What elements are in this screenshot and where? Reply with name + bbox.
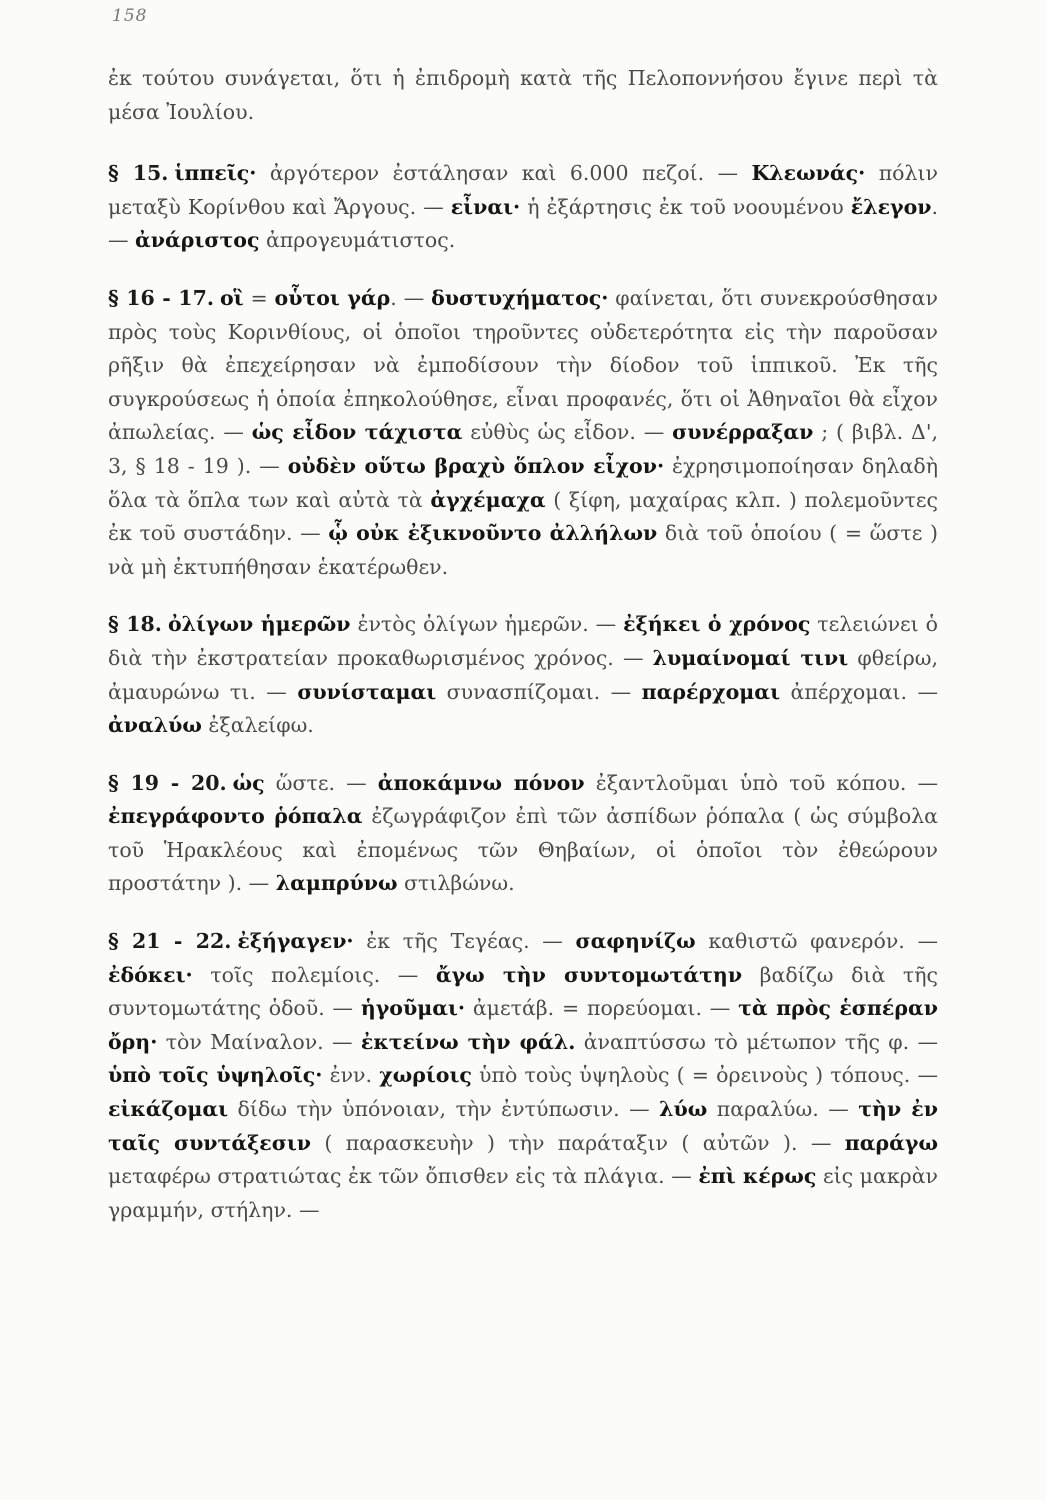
lemma-term: ὡς εἶδον τάχιστα <box>251 420 463 445</box>
gloss-text: ἐκ τῆς Τεγέας. — <box>353 929 576 954</box>
gloss-text: ἀμετάβ. = πορεύομαι. — <box>465 996 739 1021</box>
gloss-text: παραλύω. — <box>707 1097 859 1122</box>
commentary-paragraph <box>108 925 938 1227</box>
gloss-text: εὐθὺς ὡς εἶδον. — <box>462 420 673 445</box>
gloss-text: ( παρασκευὴν ) τὴν παράταξιν ( αὐτῶν ). — <box>310 1130 845 1155</box>
lemma-term: τὴν ἐν ταῖς συντάξεσιν <box>108 1097 938 1155</box>
section-number: § 21 - 22. <box>108 929 232 954</box>
lemma-term: ἐκτείνω τὴν φάλ. <box>360 1029 576 1054</box>
lemma-term: ἀνάριστος <box>135 228 260 253</box>
gloss-text: ἀπρογευμάτιστος. <box>259 228 456 253</box>
gloss-text: στιλβώνω. <box>397 871 515 896</box>
gloss-text: διὰ τοῦ ὁποίου ( = ὥστε ) νὰ μὴ ἐκτυπήθησαν ἑκατέρωθεν. <box>108 521 938 579</box>
lemma-term: τὰ πρὸς ἑσπέραν ὄρη· <box>108 996 939 1054</box>
lemma-term: ὑπὸ τοῖς ὑψηλοῖς· <box>108 1063 323 1088</box>
lemma-term: ἐπεγράφοντο ῥόπαλα <box>108 804 363 829</box>
lemma-term: χωρίοις <box>379 1063 472 1088</box>
lemma-term: ᾧ οὐκ ἐξικνοῦντο ἀλλήλων <box>328 521 658 546</box>
gloss-text: ἐζωγράφιζον ἐπὶ τῶν ἀσπίδων ῥόπαλα ( ὡς σύμβολα τοῦ Ἡρακλέους καὶ ἐπομένως τῶν Θηβαίων, οἱ ὁποῖοι τὸν ἐθεώρουν προστάτην ). — <box>108 804 939 896</box>
lemma-term: ὡς <box>232 770 265 795</box>
section-number: § 15. <box>108 161 169 186</box>
gloss-text: ἐκ τούτου συνάγεται, ὅτι ἡ ἐπιδρομὴ κατὰ τῆς Πελοποννήσου ἔγινε περὶ τὰ μέσα Ἰουλίου. <box>108 66 938 124</box>
gloss-text: ἀπέρχομαι. — <box>780 679 938 704</box>
gloss-text: . — <box>390 285 432 310</box>
commentary-paragraph <box>108 282 938 584</box>
lemma-term: ἀποκάμνω πόνον <box>377 770 585 795</box>
lemma-term: ἔλεγον <box>850 194 932 219</box>
commentary-paragraph <box>108 157 938 258</box>
gloss-text: μεταφέρω στρατιώτας ἐκ τῶν ὄπισθεν εἰς τὰ πλάγια. — <box>108 1164 699 1189</box>
lemma-term: λυμαίνομαί τινι <box>652 645 849 670</box>
lemma-term: Κλεωνάς· <box>751 161 866 186</box>
lemma-term: οἳ <box>219 285 244 310</box>
gloss-text: ἐνν. <box>322 1063 380 1088</box>
gloss-text: πόλιν μεταξὺ Κορίνθου καὶ Ἄργους. — <box>108 161 939 219</box>
lemma-term: παρέρχομαι <box>641 679 780 704</box>
gloss-text: ( ξίφη, μαχαίρας κλπ. ) πολεμοῦντες ἐκ τοῦ συστάδην. — <box>108 487 938 546</box>
gloss-text: ἐξαντλοῦμαι ὑπὸ τοῦ κόπου. — <box>584 770 938 795</box>
lemma-term: σαφηνίζω <box>575 929 696 954</box>
commentary-paragraph <box>108 767 938 901</box>
lemma-term: οὗτοι γάρ <box>274 285 391 310</box>
gloss-text: φθείρω, ἀμαυρώνω τι. — <box>108 645 939 704</box>
lemma-term: λαμπρύνω <box>275 871 398 896</box>
lemma-term: ἐξήκει ὁ χρόνος <box>623 612 811 637</box>
lemma-term: ἀγχέμαχα <box>430 487 546 512</box>
lemma-term: συνέρραξαν <box>672 420 814 445</box>
lemma-term: ὀλίγων ἡμερῶν <box>167 612 351 637</box>
page-number: 158 <box>112 6 148 26</box>
lemma-term: λύω <box>659 1097 708 1122</box>
gloss-text: ὥστε. — <box>264 770 378 795</box>
section-number: § 19 - 20. <box>108 770 227 795</box>
lemma-term: ἡγοῦμαι· <box>360 996 466 1021</box>
lemma-term: ἱππεῖς· <box>174 161 257 186</box>
gloss-text: ἀργότερον ἐστάλησαν καὶ 6.000 πεζοί. — <box>256 161 752 186</box>
gloss-text: . — <box>108 194 938 253</box>
gloss-text: ἀναπτύσσω τὸ μέτωπον τῆς φ. — <box>575 1029 938 1054</box>
gloss-text: ἐχρησιμοποίησαν δηλαδὴ ὅλα τὰ ὅπλα των καὶ αὐτὰ τὰ <box>108 453 938 512</box>
lemma-term: ἀναλύω <box>108 713 202 738</box>
lemma-term: δυστυχήματος· <box>431 285 609 310</box>
lemma-term: εἰκάζομαι <box>108 1097 229 1122</box>
lemma-term: ἐπὶ κέρως <box>698 1164 817 1189</box>
gloss-text: ἐντὸς ὀλίγων ἡμερῶν. — <box>350 612 624 637</box>
section-number: § 18. <box>108 612 162 637</box>
section-number: § 16 - 17. <box>108 285 214 310</box>
lemma-term: εἶναι· <box>450 194 521 219</box>
lemma-term: συνίσταμαι <box>297 679 437 704</box>
lemma-term: ἄγω τὴν συντομωτάτην <box>435 962 743 987</box>
gloss-text: δίδω τὴν ὑπόνοιαν, τὴν ἐντύπωσιν. — <box>228 1097 660 1122</box>
gloss-text: τὸν Μαίναλον. — <box>157 1029 361 1054</box>
gloss-text: εἰς μακρὰν γραμμήν, στήλην. — <box>108 1164 938 1222</box>
lemma-term: ἐξήγαγεν· <box>237 929 354 954</box>
lemma-term: παράγω <box>844 1130 938 1155</box>
lemma-term: ἐδόκει· <box>108 962 193 987</box>
gloss-text: φαίνεται, ὅτι συνεκρούσθησαν πρὸς τοὺς Κορινθίους, οἱ ὁποῖοι τηροῦντες οὐδετερότητα εἰς τὴν παροῦσαν ρῆξιν θὰ ἐπεχείρησαν νὰ ἐμποδίσουν τὴν δίοδον τοῦ ἱππικοῦ. Ἐκ τῆς συγκρούσεως ἡ ὁποία ἐπηκολούθησε, εἶναι προφανές, ὅτι οἱ Ἀθηναῖοι θὰ εἶχον ἀπωλείας. — <box>108 285 938 445</box>
gloss-text: ἡ ἐξάρτησις ἐκ τοῦ νοουμένου <box>520 194 851 219</box>
gloss-text: καθιστῶ φανερόν. — <box>695 929 938 954</box>
commentary-text <box>108 62 938 1251</box>
commentary-paragraph <box>108 62 938 129</box>
gloss-text: τοῖς πολεμίοις. — <box>192 962 436 987</box>
gloss-text: ; ( βιβλ. Δ', 3, § 18 - 19 ). — <box>108 420 938 478</box>
lemma-term: οὐδὲν οὕτω βραχὺ ὅπλον εἶχον· <box>287 453 665 478</box>
gloss-text: βαδίζω διὰ τῆς συντομωτάτης ὁδοῦ. — <box>108 962 938 1021</box>
commentary-paragraph <box>108 608 938 742</box>
gloss-text: ὑπὸ τοὺς ὑψηλοὺς ( = ὀρεινοὺς ) τόπους. — <box>471 1063 938 1088</box>
gloss-text: = <box>243 285 275 310</box>
gloss-text: τελειώνει ὁ διὰ τὴν ἐκστρατείαν προκαθωρισμένος χρόνος. — <box>108 612 938 670</box>
gloss-text: συνασπίζομαι. — <box>436 679 642 704</box>
gloss-text: ἐξαλείφω. <box>201 713 314 738</box>
